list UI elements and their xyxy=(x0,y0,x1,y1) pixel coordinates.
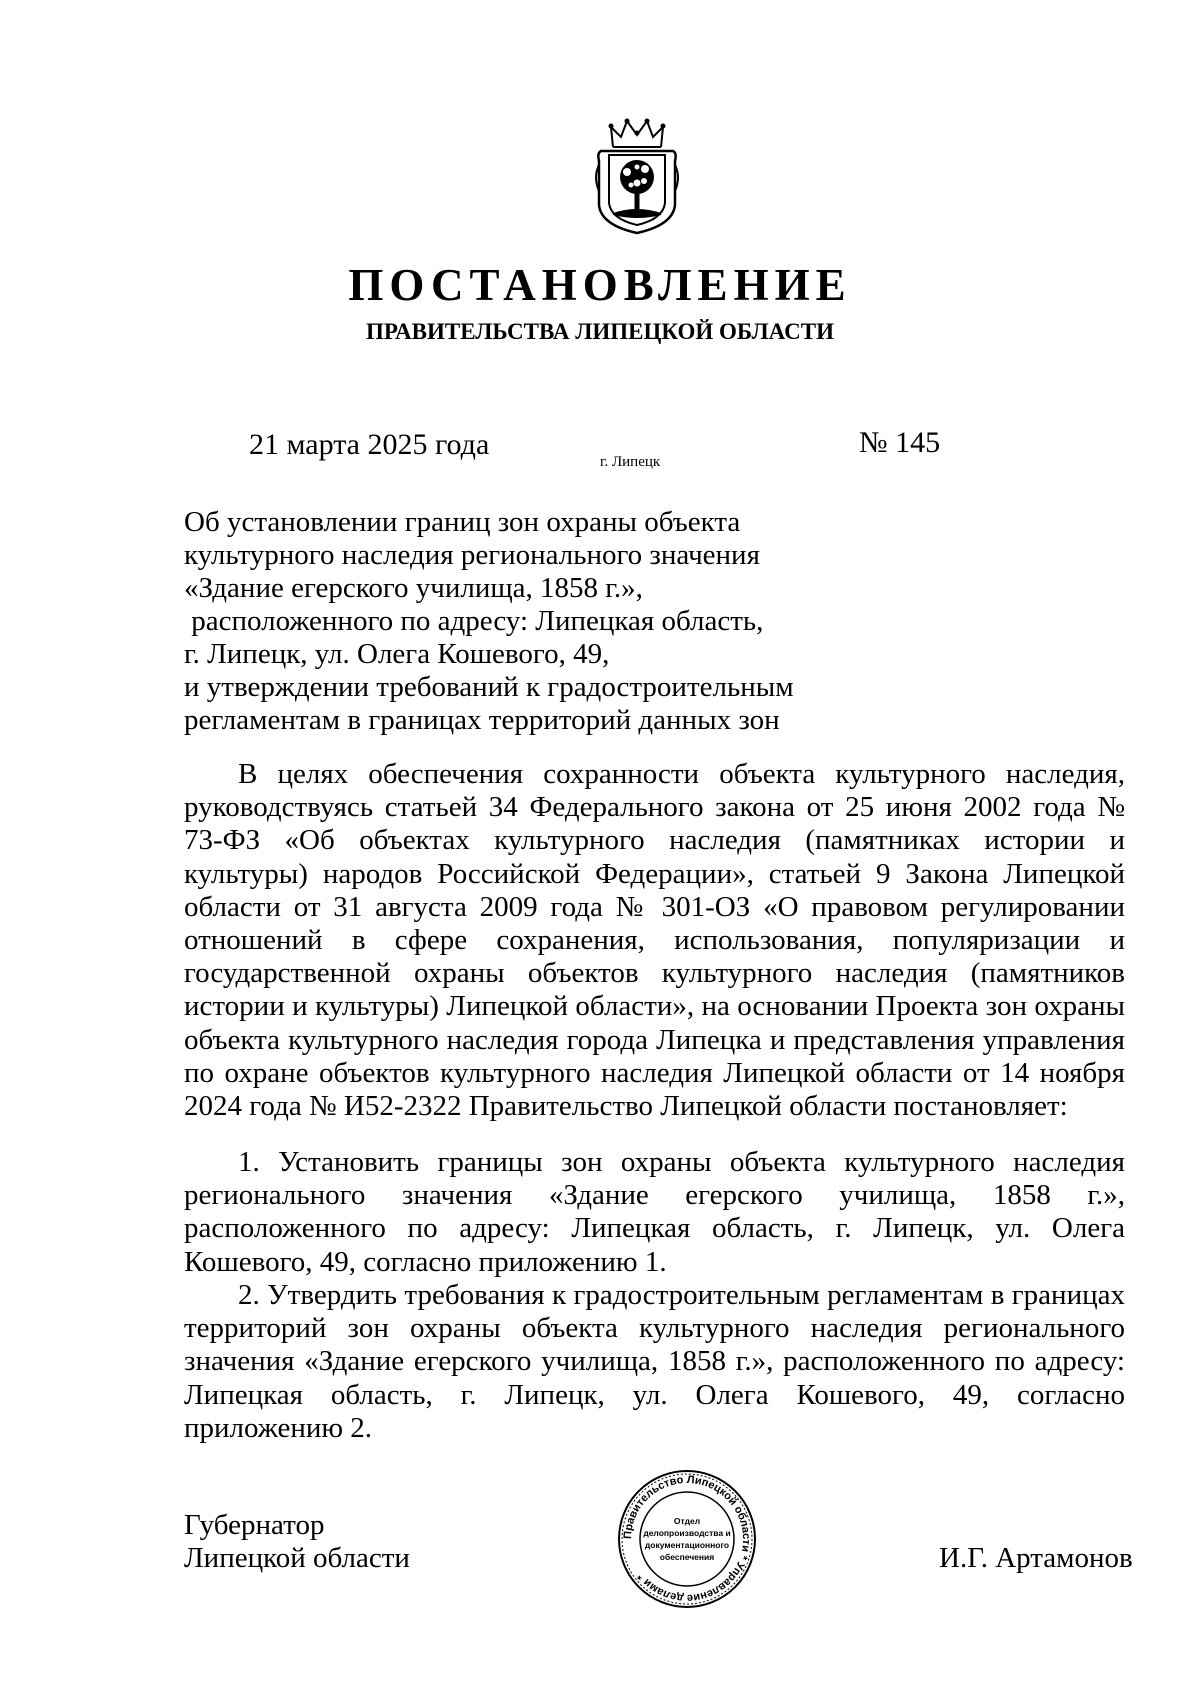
stamp-center-line: делопроизводства и xyxy=(643,1528,731,1538)
resolution-item-1: 1. Установить границы зон охраны объекта культурного наследия регионального значения «Здание егерского училища, 1858 г.», расположенного по адресу: Липецкая область, г. Липецк, ул. Олега Кошевого, 49, согласно приложению 1. xyxy=(184,1146,1125,1278)
coat-of-arms-icon xyxy=(591,117,683,237)
subject-line: культурного наследия регионального значения xyxy=(184,539,760,571)
resolution-item-2: 2. Утвердить требования к градостроительным регламентам в границах территорий зон охраны объекта культурного наследия регионального значения «Здание егерского училища, 1858 г.», расположенного по адресу: Липецкая область, г. Липецк, ул. Олега Кошевого, 49, согласно приложению 2. xyxy=(184,1279,1125,1444)
subject-line: и утверждении требований к градостроительным xyxy=(184,671,794,703)
signatory-title-line: Липецкой области xyxy=(184,1542,410,1574)
document-number: № 145 xyxy=(859,426,941,459)
official-stamp xyxy=(617,1469,757,1609)
document-subject xyxy=(184,506,824,737)
svg-text:Правительство Липецкой области xyxy=(622,1474,752,1604)
document-title: ПОСТАНОВЛЕНИЕ xyxy=(348,260,852,310)
document-date: 21 марта 2025 года xyxy=(249,428,490,461)
subject-line: Об установлении границ зон охраны объекта xyxy=(184,506,741,538)
stamp-center-line: Отдел xyxy=(673,1516,701,1526)
signatory-name: И.Г. Артамонов xyxy=(939,1542,1133,1574)
subject-line: регламентам в границах территорий данных зон xyxy=(184,704,780,736)
issuing-authority: ПРАВИТЕЛЬСТВА ЛИПЕЦКОЙ ОБЛАСТИ xyxy=(366,319,834,344)
subject-line: г. Липецк, ул. Олега Кошевого, 49, xyxy=(184,638,610,670)
subject-line: расположенного по адресу: Липецкая область, xyxy=(184,605,764,637)
stamp-ring-text: Правительство Липецкой области * Управление делами * xyxy=(621,1473,753,1605)
signatory-title xyxy=(184,1509,410,1575)
stamp-center-line: обеспечения xyxy=(659,1552,715,1562)
subject-line: «Здание егерского училища, 1858 г.», xyxy=(184,572,643,604)
preamble-paragraph: В целях обеспечения сохранности объекта культурного наследия, руководствуясь статьей 34 Федерального закона от 25 июня 2002 года № 73-ФЗ «Об объектах культурного наследия (памятниках истории и культуры) народов Российской Федерации», статьей 9 Закона Липецкой области от 31 августа 2009 года № 301-ОЗ «О правовом регулировании отношений в сфере сохранения, использования, популяризации и государственной охраны объектов культурного наследия (памятников истории и культуры) Липецкой области», на основании Проекта зон охраны объекта культурного наследия города Липецка и представления управления по охране объектов культурного наследия Липецкой области от 14 ноября 2024 года № И52-2322 Правительство Липецкой области постановляет: xyxy=(184,758,1125,1123)
signatory-title-line: Губернатор xyxy=(184,1509,325,1541)
document-place: г. Липецк xyxy=(600,454,661,470)
stamp-center-line: документационного xyxy=(644,1540,730,1550)
